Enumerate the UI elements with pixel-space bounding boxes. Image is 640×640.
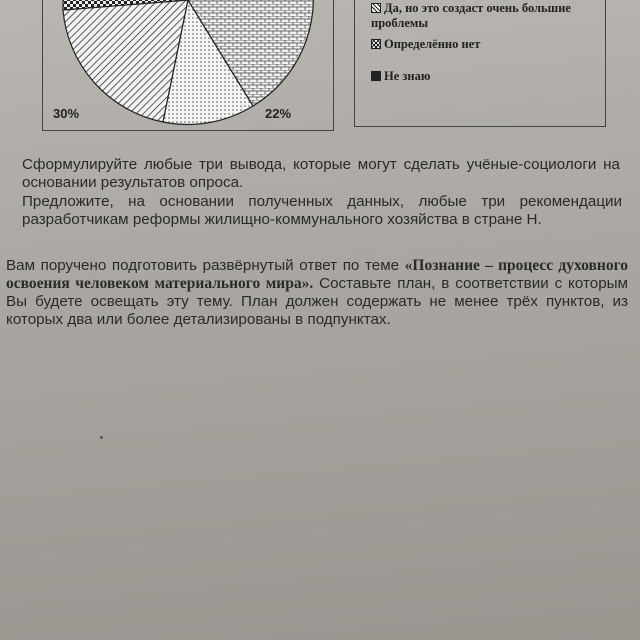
- legend-item-definitely-no: Определённо нет: [371, 37, 581, 52]
- chart-legend: [354, 0, 606, 127]
- task-paragraph-recommendations: Предложите, на основании полученных данных, любые три рекомендации разработчикам реформы жилищно-коммунального хозяйства в стране Н.: [22, 193, 622, 228]
- solid-square-icon: [371, 71, 381, 81]
- pie-label-30: 30%: [53, 106, 80, 121]
- task-paragraph-conclusions: Сформулируйте любые три вывода, которые могут сделать учёные-социологи на основании результатов опроса.: [22, 156, 620, 191]
- essay-topic: «Познание – процесс духовного освоения человеком материального мира».: [6, 257, 628, 292]
- pie-label-22: 22%: [265, 106, 292, 121]
- legend-item-dont-know: Не знаю: [371, 69, 581, 84]
- pie-chart: [42, 0, 334, 131]
- cross-hatch-icon: [371, 39, 381, 49]
- paper-speck: [100, 436, 103, 439]
- legend-item-yes-big-problems: Да, но это создаст очень большие проблемы: [371, 1, 571, 30]
- diagonal-hatch-icon: [371, 3, 381, 13]
- task-paragraph-plan: Вам поручено подготовить развёрнутый ответ по теме «Познание – процесс духовного освоения человеком материального мира». Составьте план, в соответствии с которым Вы будете освещать эту тему. План должен содержать не менее трёх пунктов, из которых два или более детализированы в подпунктах.: [6, 257, 628, 328]
